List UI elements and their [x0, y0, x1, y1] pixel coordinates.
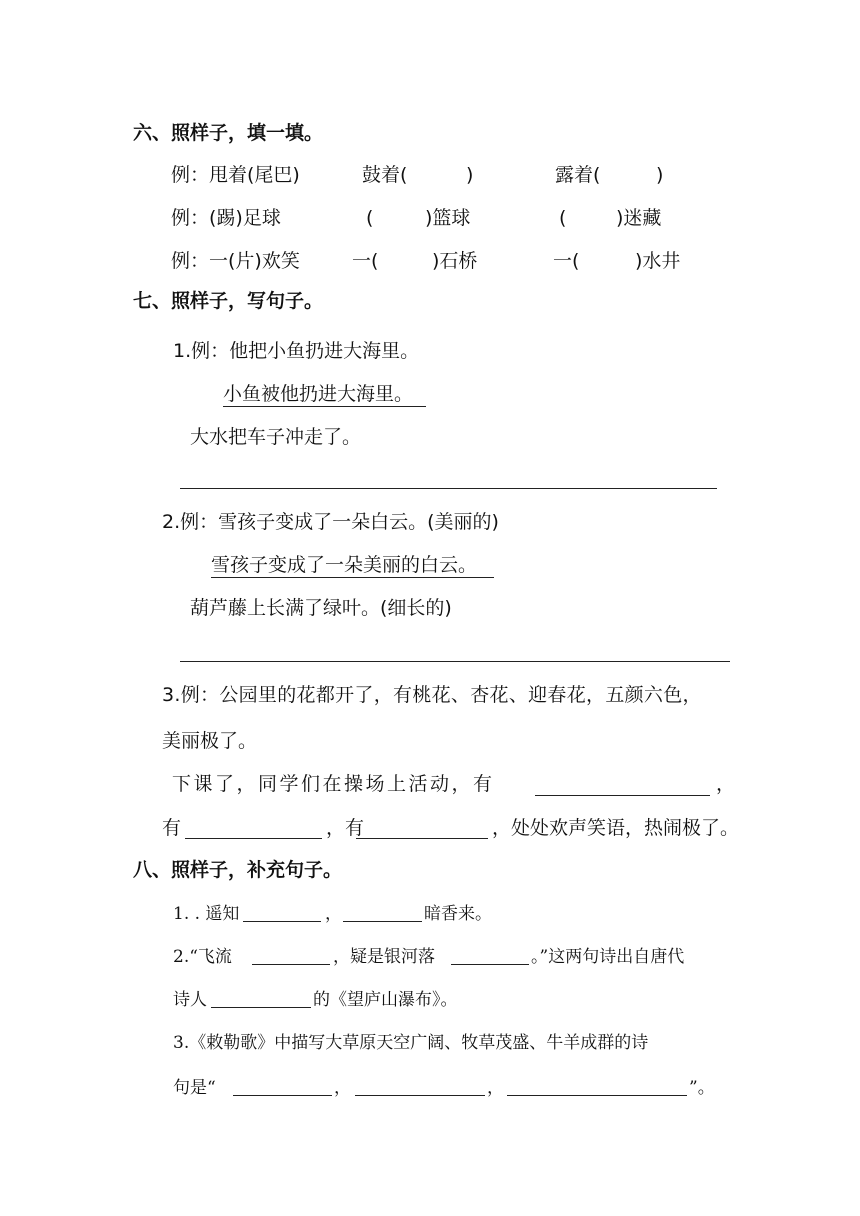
s8-q3-blank-3[interactable]: [507, 1095, 687, 1096]
s8-q3-line1: 3.《敕勒歌》中描写大草原天空广阔、牧草茂盛、牛羊成群的诗: [173, 1033, 649, 1053]
s6-row1-item-b-open: 鼓着(: [362, 164, 408, 186]
s8-q3-line2-start: 句是“: [173, 1078, 216, 1098]
s6-row1-item-c-close: ): [656, 164, 664, 186]
section-8-heading: 八、照样子，补充句子。: [133, 859, 343, 881]
s7-q3-blank-1[interactable]: [535, 795, 710, 796]
s8-q2-start: 2.“飞流: [173, 947, 232, 967]
s6-row2-item-c-close: )迷藏: [616, 207, 662, 229]
s7-q3-blank-3[interactable]: [356, 838, 488, 839]
s8-q2-blank-2[interactable]: [451, 964, 529, 965]
section-7-heading: 七、照样子，写句子。: [133, 290, 324, 312]
s7-q2-prompt: 葫芦藤上长满了绿叶。(细长的): [190, 597, 452, 619]
s8-q3-comma-1: ，: [334, 1078, 351, 1098]
s7-q2-example: 2.例：雪孩子变成了一朵白云。(美丽的): [162, 511, 499, 533]
s8-q1-comma: ，: [325, 904, 342, 924]
s7-q3-example-line2: 美丽极了。: [162, 730, 258, 752]
s7-q2-sample-answer: [211, 553, 494, 578]
s8-q2-blank-3[interactable]: [211, 1007, 311, 1008]
s7-q3-prompt-line2-mid: ，有: [326, 817, 365, 839]
s8-q2-line2-start: 诗人: [173, 990, 207, 1010]
s8-q1-start: 1. . 遥知: [173, 904, 240, 924]
s8-q1-blank-2[interactable]: [343, 921, 422, 922]
s8-q3-blank-2[interactable]: [355, 1095, 485, 1096]
s8-q1-blank-1[interactable]: [243, 921, 321, 922]
s6-row2-item-b-open: (: [366, 207, 374, 229]
s6-row2-example: 例：(踢)足球: [171, 207, 281, 229]
s7-q1-prompt: 大水把车子冲走了。: [190, 426, 362, 448]
s7-q1-sample-answer-text: 小鱼被他扔进大海里。: [223, 383, 414, 405]
s6-row2-item-c-open: (: [559, 207, 567, 229]
s6-row3-item-c-open: 一(: [553, 250, 580, 272]
s6-row2-item-b-close: )篮球: [425, 207, 471, 229]
s8-q2-end: 。”这两句诗出自唐代: [531, 947, 685, 967]
s7-q1-sample-answer: [223, 382, 426, 407]
s8-q1-end: 暗香来。: [424, 904, 492, 924]
s8-q3-comma-2: ，: [487, 1078, 504, 1098]
s6-row1-item-c-open: 露着(: [555, 164, 601, 186]
s7-q3-example-line1: 3.例：公园里的花都开了，有桃花、杏花、迎春花，五颜六色，: [162, 684, 702, 706]
s8-q2-mid: ，疑是银河落: [333, 947, 435, 967]
s7-q2-answer-line[interactable]: [180, 661, 730, 662]
s6-row3-item-b-open: 一(: [352, 250, 379, 272]
s8-q3-end: ”。: [689, 1078, 715, 1098]
s7-q3-prompt-line1: 下课了，同学们在操场上活动，有: [172, 773, 495, 795]
s6-row3-item-b-close: )石桥: [432, 250, 478, 272]
section-6-heading: 六、照样子，填一填。: [133, 122, 324, 144]
s7-q1-example: 1.例：他把小鱼扔进大海里。: [173, 340, 420, 362]
s7-q3-blank-2[interactable]: [185, 838, 322, 839]
s6-row3-item-c-close: )水井: [635, 250, 681, 272]
s7-q1-answer-line[interactable]: [180, 488, 717, 489]
s8-q2-line2-end: 的《望庐山瀑布》。: [313, 990, 458, 1010]
s6-row1-item-b-close: ): [466, 164, 474, 186]
s7-q3-prompt-line2-start: 有: [162, 817, 182, 839]
s6-row3-example: 例：一(片)欢笑: [171, 250, 300, 272]
s8-q3-blank-1[interactable]: [233, 1095, 332, 1096]
s7-q3-comma-1: ，: [716, 773, 736, 795]
s8-q2-blank-1[interactable]: [252, 964, 330, 965]
s7-q2-sample-answer-text: 雪孩子变成了一朵美丽的白云。: [211, 554, 478, 576]
s6-row1-example: 例：甩着(尾巴): [171, 164, 300, 186]
s7-q3-prompt-line2-end: ，处处欢声笑语，热闹极了。: [492, 817, 740, 839]
